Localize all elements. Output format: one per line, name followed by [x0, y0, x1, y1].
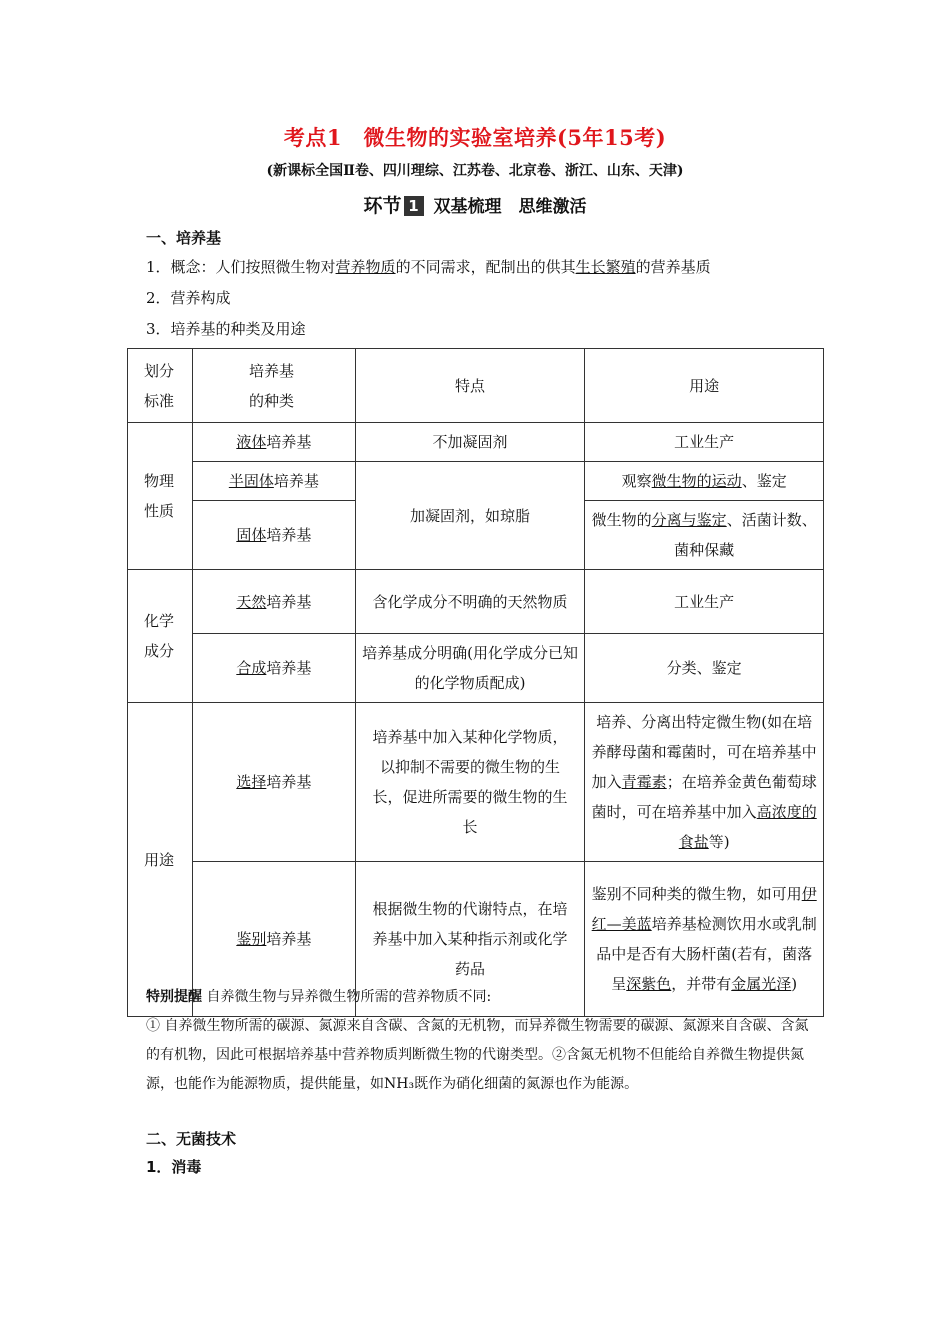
use-cell: 鉴别不同种类的微生物，如可用伊红—美蓝培养基检测饮用水或乳制品中是否有大肠杆菌(若有，菌落呈深紫色，并带有金属光泽)	[585, 862, 824, 1017]
table-row	[128, 703, 824, 862]
reminder-body: ① 自养微生物所需的碳源、氮源来自含碳、含氮的无机物，而异养微生物需要的碳源、氮源来自含碳、含氮的有机物，因此可根据培养基中营养物质判断微生物的代谢类型。②含氮无机物不但能给自养微生物提供氮源，也能作为能源物质，提供能量，如NH₃既作为硝化细菌的氮源也作为能源。	[146, 1018, 809, 1092]
reminder-label: 特别提醒	[146, 989, 202, 1005]
heading-aseptic: 二、无菌技术	[146, 1130, 237, 1148]
group-physical: 物理 性质	[128, 423, 193, 570]
heading-culture-medium: 一、培养基	[146, 229, 222, 247]
concept-line: 1．概念：人们按照微生物对营养物质的不同需求，配制出的供其生长繁殖的营养基质	[146, 258, 711, 276]
group-chemical: 化学 成分	[128, 570, 193, 703]
table-row	[128, 634, 824, 703]
banner-number: 1	[404, 196, 424, 216]
banner-label: 环节	[363, 195, 402, 217]
use-cell: 工业生产	[585, 423, 824, 462]
medium-solid: 固体培养基	[192, 501, 355, 570]
use-cell: 分类、鉴定	[585, 634, 824, 703]
header-feature: 特点	[355, 349, 585, 423]
table-row	[128, 570, 824, 634]
medium-selective: 选择培养基	[192, 703, 355, 862]
medium-synthetic: 合成培养基	[192, 634, 355, 703]
header-medium-type: 培养基 的种类	[192, 349, 355, 423]
nutrition-composition: 2．营养构成	[146, 289, 231, 307]
use-cell: 微生物的分离与鉴定、活菌计数、菌种保藏	[585, 501, 824, 570]
use-cell: 工业生产	[585, 570, 824, 634]
use-cell: 观察微生物的运动、鉴定	[585, 462, 824, 501]
table-row	[128, 423, 824, 462]
table-header-row	[128, 349, 824, 423]
banner-text: 双基梳理 思维激活	[433, 197, 587, 217]
header-classification: 划分 标准	[128, 349, 193, 423]
special-reminder	[146, 983, 816, 1099]
feature-cell: 根据微生物的代谢特点，在培养基中加入某种指示剂或化学药品	[355, 862, 585, 1017]
section-banner	[0, 191, 950, 218]
types-and-uses: 3．培养基的种类及用途	[146, 320, 306, 338]
group-use: 用途	[128, 703, 193, 1017]
medium-natural: 天然培养基	[192, 570, 355, 634]
medium-semisolid: 半固体培养基	[192, 462, 355, 501]
medium-differential: 鉴别培养基	[192, 862, 355, 1017]
reminder-first-line: 特别提醒 自养微生物与异养微生物所需的营养物质不同:	[146, 989, 492, 1005]
exam-sources: (新课标全国Ⅱ卷、四川理综、江苏卷、北京卷、浙江、山东、天津)	[266, 163, 684, 179]
table-row	[128, 462, 824, 501]
culture-medium-table	[127, 348, 824, 1017]
page-title: 考点1 微生物的实验室培养(5年15考)	[283, 125, 667, 150]
feature-cell: 培养基中加入某种化学物质，以抑制不需要的微生物的生长，促进所需要的微生物的生长	[355, 703, 585, 862]
feature-cell: 含化学成分不明确的天然物质	[355, 570, 585, 634]
disinfection: 1．消毒	[146, 1158, 202, 1176]
feature-cell: 培养基成分明确(用化学成分已知的化学物质配成)	[355, 634, 585, 703]
feature-cell: 加凝固剂，如琼脂	[355, 462, 585, 570]
use-cell: 培养、分离出特定微生物(如在培养酵母菌和霉菌时，可在培养基中加入青霉素；在培养金黄色葡萄球菌时，可在培养基中加入高浓度的食盐等)	[585, 703, 824, 862]
header-use: 用途	[585, 349, 824, 423]
medium-liquid: 液体培养基	[192, 423, 355, 462]
feature-cell: 不加凝固剂	[355, 423, 585, 462]
